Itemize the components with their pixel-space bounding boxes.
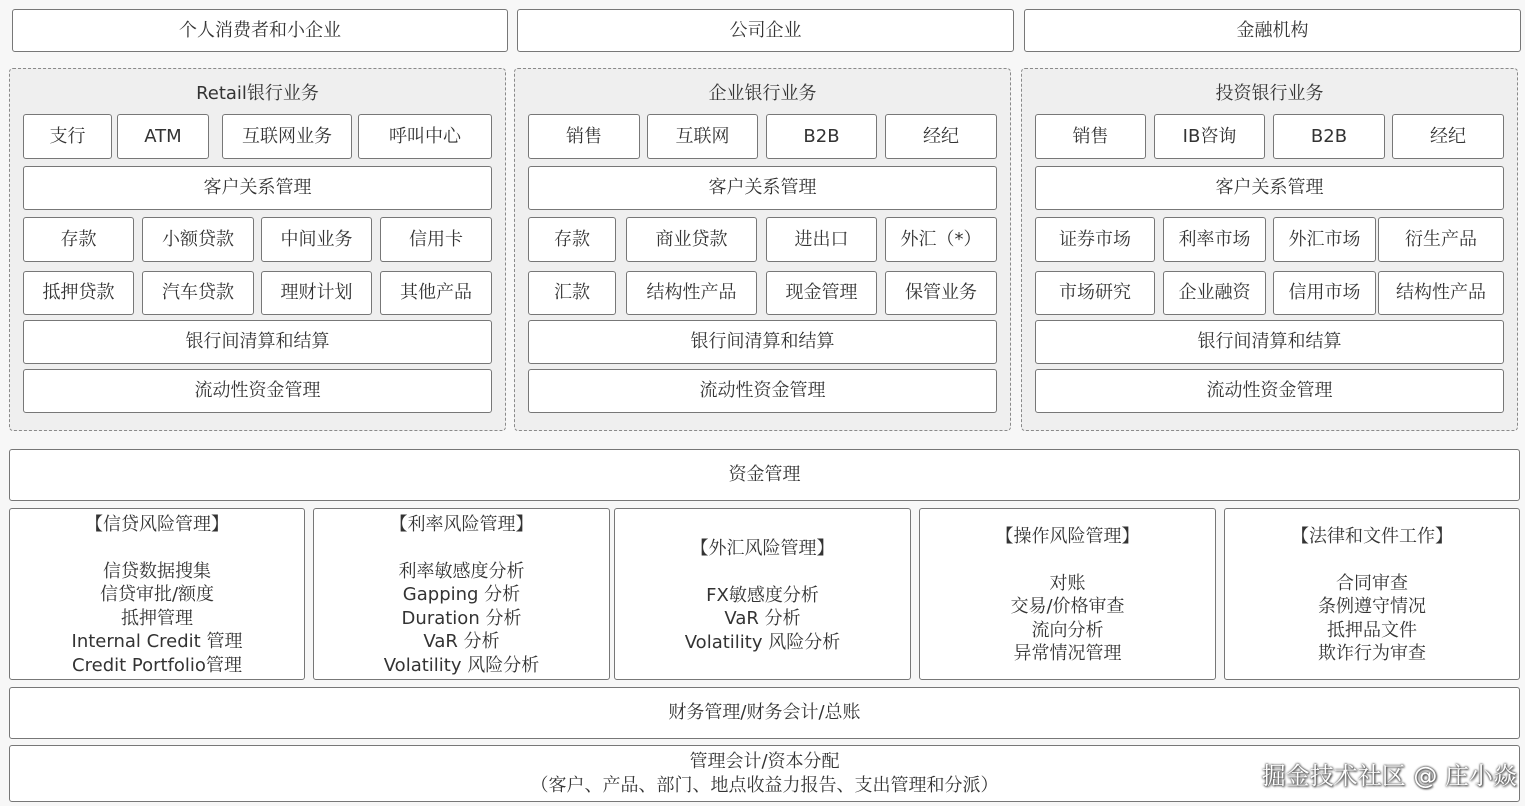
risk-item: Credit Portfolio管理: [72, 654, 242, 676]
corporate-product: 进出口: [766, 217, 877, 262]
retail-channel-atm: ATM: [117, 114, 209, 159]
retail-channel-internet: 互联网业务: [222, 114, 352, 159]
corporate-product: 外汇（*）: [885, 217, 997, 262]
risk-title: 【法律和文件工作】: [1291, 526, 1453, 547]
risk-item: Volatility 风险分析: [684, 631, 841, 653]
risk-item: Internal Credit 管理: [71, 631, 243, 652]
retail-product: 中间业务: [261, 217, 372, 262]
retail-product: 汽车贷款: [142, 271, 254, 315]
corporate-channel: B2B: [766, 114, 877, 159]
customer-segment-financial: 金融机构: [1024, 9, 1521, 52]
watermark: 掘金技术社区 @ 庄小焱: [1261, 762, 1517, 790]
risk-title: 【操作风险管理】: [995, 526, 1140, 547]
investment-product: 市场研究: [1035, 271, 1155, 315]
investment-channel: IB咨询: [1154, 114, 1265, 159]
retail-channel-callcenter: 呼叫中心: [358, 114, 492, 159]
customer-segment-corporate: 公司企业: [517, 9, 1014, 52]
management-accounting-detail: （客户、产品、部门、地点收益力报告、支出管理和分派）: [530, 774, 999, 796]
investment-crm: 客户关系管理: [1035, 166, 1504, 210]
investment-product: 企业融资: [1163, 271, 1266, 315]
investment-liquidity: 流动性资金管理: [1035, 369, 1504, 413]
risk-item: 信贷数据搜集: [103, 560, 211, 582]
risk-item: 抵押品文件: [1327, 619, 1417, 641]
risk-operational: [919, 508, 1216, 680]
retail-product: 存款: [23, 217, 134, 262]
risk-item: 欺诈行为审查: [1318, 643, 1426, 664]
corporate-product: 存款: [528, 217, 616, 262]
treasury-management: 资金管理: [9, 449, 1520, 501]
retail-banking-group: [9, 68, 506, 431]
investment-product: 外汇市场: [1273, 217, 1376, 262]
investment-channel: 经纪: [1392, 114, 1504, 159]
risk-item: Duration 分析: [401, 607, 522, 629]
corporate-crm: 客户关系管理: [528, 166, 997, 210]
investment-product: 证券市场: [1035, 217, 1155, 262]
retail-product: 理财计划: [261, 271, 372, 315]
investment-product: 信用市场: [1273, 271, 1376, 315]
risk-item: 交易/价格审查: [1010, 596, 1125, 617]
retail-clearing: 银行间清算和结算: [23, 320, 492, 364]
corporate-clearing: 银行间清算和结算: [528, 320, 997, 364]
investment-clearing: 银行间清算和结算: [1035, 320, 1504, 364]
investment-product: 利率市场: [1163, 217, 1266, 262]
risk-item: 异常情况管理: [1013, 643, 1122, 664]
retail-channel-branch: 支行: [23, 114, 112, 159]
risk-item: Gapping 分析: [402, 584, 521, 605]
management-accounting-title: 管理会计/资本分配: [689, 750, 840, 772]
risk-item: VaR 分析: [423, 631, 500, 652]
retail-banking-title: Retail银行业务: [196, 83, 319, 104]
retail-product: 信用卡: [380, 217, 492, 262]
risk-title: 【利率风险管理】: [389, 514, 534, 535]
corporate-channel: 经纪: [885, 114, 997, 159]
investment-banking-title: 投资银行业务: [1215, 83, 1324, 104]
investment-banking-group: [1021, 68, 1518, 431]
corporate-product: 现金管理: [766, 271, 877, 315]
corporate-channel: 互联网: [647, 114, 758, 159]
risk-item: FX敏感度分析: [706, 584, 819, 606]
risk-title: 【外汇风险管理】: [690, 538, 835, 559]
risk-legal: [1224, 508, 1520, 680]
retail-liquidity: 流动性资金管理: [23, 369, 492, 413]
corporate-channel: 销售: [528, 114, 640, 159]
risk-item: Volatility 风险分析: [383, 654, 540, 676]
retail-crm: 客户关系管理: [23, 166, 492, 210]
corporate-product: 结构性产品: [626, 271, 757, 315]
risk-fx: [614, 508, 911, 680]
risk-credit: [9, 508, 305, 680]
retail-product: 其他产品: [380, 271, 492, 315]
corporate-banking-title: 企业银行业务: [708, 83, 817, 104]
investment-channel: B2B: [1273, 114, 1385, 159]
corporate-product: 汇款: [528, 271, 616, 315]
risk-interest-rate: [313, 508, 610, 680]
risk-item: 信贷审批/额度: [99, 584, 215, 605]
risk-item: 条例遵守情况: [1318, 596, 1426, 617]
risk-title: 【信贷风险管理】: [85, 514, 229, 535]
financial-accounting: 财务管理/财务会计/总账: [9, 687, 1520, 739]
risk-item: 合同审查: [1336, 572, 1408, 594]
corporate-banking-group: [514, 68, 1011, 431]
investment-channel: 销售: [1035, 114, 1146, 159]
risk-item: 流向分析: [1031, 619, 1104, 641]
corporate-product: 商业贷款: [626, 217, 757, 262]
risk-item: VaR 分析: [724, 608, 801, 629]
retail-product: 小额贷款: [142, 217, 254, 262]
risk-item: 对账: [1049, 572, 1086, 594]
retail-product: 抵押贷款: [23, 271, 134, 315]
investment-product: 衍生产品: [1378, 217, 1504, 262]
corporate-liquidity: 流动性资金管理: [528, 369, 997, 413]
risk-item: 利率敏感度分析: [398, 560, 525, 582]
risk-item: 抵押管理: [121, 607, 193, 629]
customer-segment-retail: 个人消费者和小企业: [12, 9, 508, 52]
investment-product: 结构性产品: [1378, 271, 1504, 315]
corporate-product: 保管业务: [885, 271, 997, 315]
